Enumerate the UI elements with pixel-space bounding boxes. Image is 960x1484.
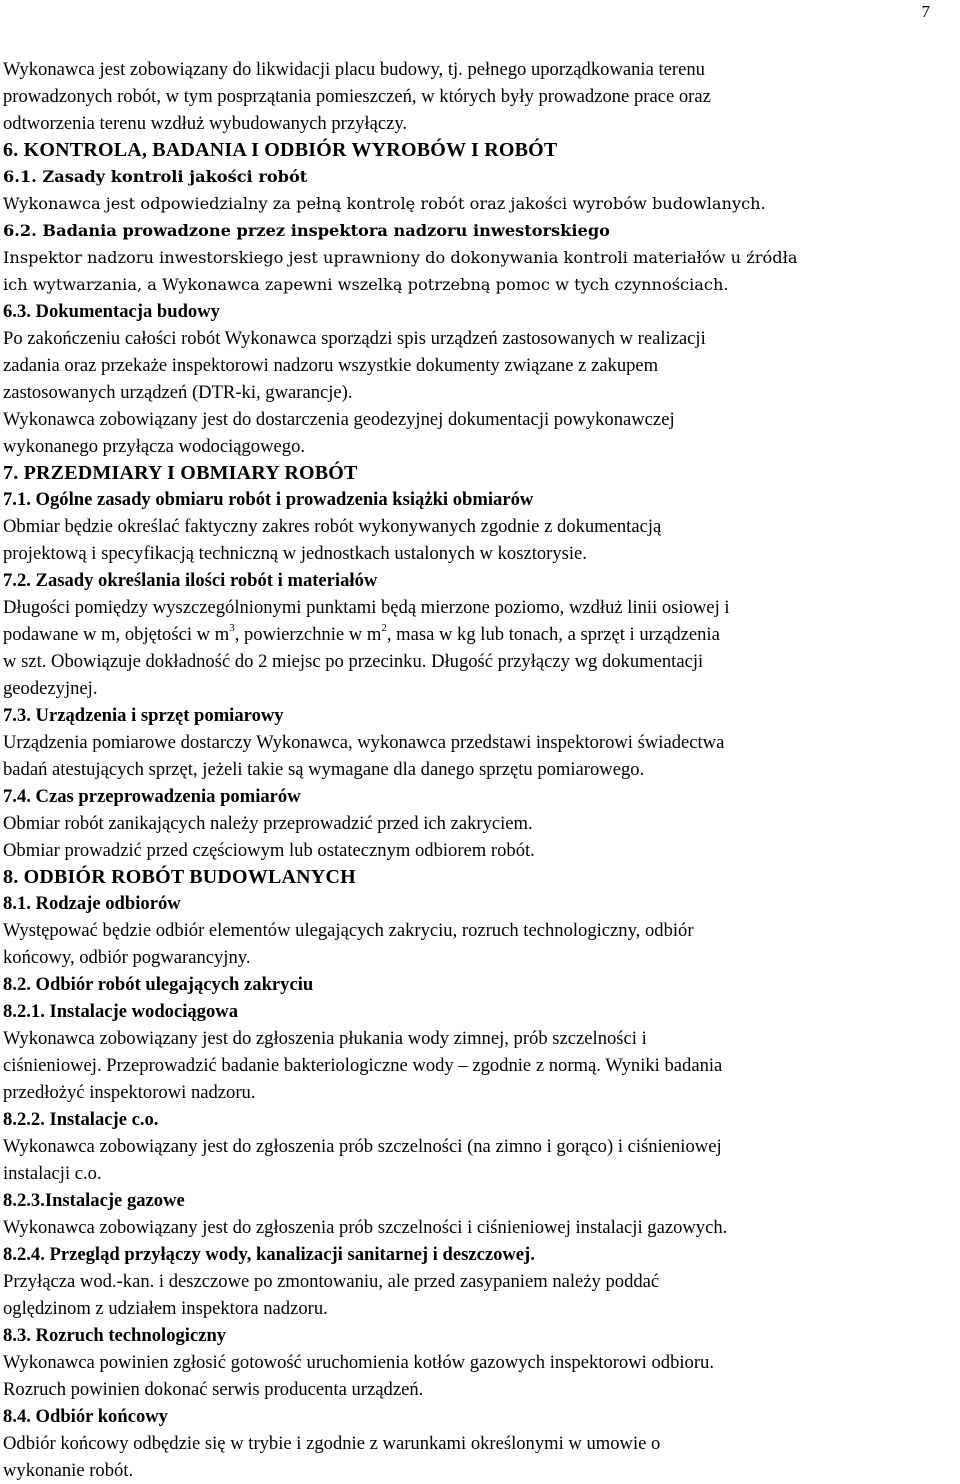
paragraph-line xyxy=(3,621,958,648)
subsection-heading: 7.2. Zasady określania ilości robót i materiałów xyxy=(3,570,378,591)
paragraph-line: instalacji c.o. xyxy=(3,1163,102,1184)
paragraph-line: Rozruch powinien dokonać serwis producenta urządzeń. xyxy=(3,1379,424,1400)
paragraph-line: w szt. Obowiązuje dokładność do 2 miejsc po przecinku. Długość przyłączy wg dokumentacji xyxy=(3,651,704,672)
paragraph-line: końcowy, odbiór pogwarancyjny. xyxy=(3,947,251,968)
paragraph-line: ich wytwarzania, a Wykonawca zapewni wszelką potrzebną pomoc w tych czynnościach. xyxy=(3,275,729,294)
paragraph-line: Długości pomiędzy wyszczególnionymi punktami będą mierzone poziomo, wzdłuż linii osiowej i xyxy=(3,597,730,618)
paragraph-line: Obmiar prowadzić przed częściowym lub ostatecznym odbiorem robót. xyxy=(3,840,535,861)
subsection-heading: 8.3. Rozruch technologiczny xyxy=(3,1325,227,1346)
paragraph xyxy=(3,513,958,567)
subsection-heading: 6.1. Zasady kontroli jakości robót xyxy=(3,167,308,186)
paragraph-line: Odbiór końcowy odbędzie się w trybie i zgodnie z warunkami określonymi w umowie o xyxy=(3,1433,661,1454)
paragraph xyxy=(3,1430,958,1484)
paragraph xyxy=(3,1268,958,1322)
paragraph-line: przedłożyć inspektorowi nadzoru. xyxy=(3,1082,256,1103)
subsection-heading: 8.2.4. Przegląd przyłączy wody, kanalizacji sanitarnej i deszczowej. xyxy=(3,1244,535,1265)
paragraph xyxy=(3,594,958,702)
paragraph xyxy=(3,1025,958,1106)
document-page xyxy=(3,56,958,1484)
paragraph-line: geodezyjnej. xyxy=(3,678,98,699)
paragraph xyxy=(3,244,958,298)
paragraph-line: Wykonawca jest odpowiedzialny za pełną kontrolę robót oraz jakości wyrobów budowlanych. xyxy=(3,194,766,213)
subsection-heading: 8.2.3.Instalacje gazowe xyxy=(3,1190,185,1211)
paragraph-line: Przyłącza wod.-kan. i deszczowe po zmontowaniu, ale przed zasypaniem należy poddać xyxy=(3,1271,660,1292)
subsection-heading: 7.4. Czas przeprowadzenia pomiarów xyxy=(3,786,301,807)
paragraph-line: Po zakończeniu całości robót Wykonawca sporządzi spis urządzeń zastosowanych w realizacji xyxy=(3,328,706,349)
subsection-heading: 6.2. Badania prowadzone przez inspektora nadzoru inwestorskiego xyxy=(3,221,610,240)
paragraph-line: odtworzenia terenu wzdłuż wybudowanych przyłączy. xyxy=(3,113,408,134)
paragraph-line: podawane w m, objętości w m xyxy=(3,624,230,645)
paragraph-line: badań atestujących sprzęt, jeżeli takie są wymagane dla danego sprzętu pomiarowego. xyxy=(3,759,645,780)
subsection-heading: 8.2. Odbiór robót ulegających zakryciu xyxy=(3,974,314,995)
paragraph xyxy=(3,917,958,971)
subsection-heading: 8.1. Rodzaje odbiorów xyxy=(3,893,181,914)
paragraph-line: zastosowanych urządzeń (DTR-ki, gwarancje). xyxy=(3,382,353,403)
section-heading: 6. KONTROLA, BADANIA I ODBIÓR WYROBÓW I ROBÓT xyxy=(3,139,558,161)
paragraph-line: Wykonawca zobowiązany jest do dostarczenia geodezyjnej dokumentacji powykonawczej xyxy=(3,409,675,430)
section-heading: 8. ODBIÓR ROBÓT BUDOWLANYCH xyxy=(3,866,356,888)
paragraph-line: Inspektor nadzoru inwestorskiego jest uprawniony do dokonywania kontroli materiałów u źródła xyxy=(3,248,798,267)
paragraph-line: Występować będzie odbiór elementów ulegających zakryciu, rozruch technologiczny, odbiór xyxy=(3,920,694,941)
paragraph-line: Obmiar robót zanikających należy przeprowadzić przed ich zakryciem. xyxy=(3,813,533,834)
paragraph-line: Wykonawca zobowiązany jest do zgłoszenia prób szczelności (na zimno i gorąco) i ciśnieniowej xyxy=(3,1136,722,1157)
paragraph-line: Wykonawca powinien zgłosić gotowość uruchomienia kotłów gazowych inspektorowi odbioru. xyxy=(3,1352,714,1373)
paragraph-line: Wykonawca zobowiązany jest do zgłoszenia płukania wody zimnej, prób szczelności i xyxy=(3,1028,647,1049)
paragraph-line: Obmiar będzie określać faktyczny zakres robót wykonywanych zgodnie z dokumentacją xyxy=(3,516,662,537)
paragraph-line: wykonanego przyłącza wodociągowego. xyxy=(3,436,306,457)
paragraph xyxy=(3,729,958,783)
paragraph-line: zadania oraz przekaże inspektorowi nadzoru wszystkie dokumenty związane z zakupem xyxy=(3,355,659,376)
subsection-heading: 7.1. Ogólne zasady obmiaru robót i prowadzenia książki obmiarów xyxy=(3,489,534,510)
page-number: 7 xyxy=(921,2,930,21)
paragraph xyxy=(3,810,958,864)
paragraph-line: ciśnieniowej. Przeprowadzić badanie bakteriologiczne wody – zgodnie z normą. Wyniki badania xyxy=(3,1055,723,1076)
subsection-heading: 8.2.2. Instalacje c.o. xyxy=(3,1109,159,1130)
paragraph-line: Wykonawca zobowiązany jest do zgłoszenia prób szczelności i ciśnieniowej instalacji gazowych. xyxy=(3,1217,728,1238)
paragraph xyxy=(3,1133,958,1187)
paragraph-line: oględzinom z udziałem inspektora nadzoru. xyxy=(3,1298,328,1319)
paragraph xyxy=(3,1214,958,1241)
subsection-heading: 7.3. Urządzenia i sprzęt pomiarowy xyxy=(3,705,284,726)
subsection-heading: 6.3. Dokumentacja budowy xyxy=(3,301,220,322)
paragraph-line: Urządzenia pomiarowe dostarczy Wykonawca, wykonawca przedstawi inspektorowi świadectwa xyxy=(3,732,725,753)
paragraph xyxy=(3,56,958,137)
paragraph xyxy=(3,1349,958,1403)
superscript: 3 xyxy=(229,621,235,634)
paragraph-line: Wykonawca jest zobowiązany do likwidacji placu budowy, tj. pełnego uporządkowania terenu xyxy=(3,59,705,80)
paragraph-line: prowadzonych robót, w tym posprzątania pomieszczeń, w których były prowadzone prace oraz xyxy=(3,86,711,107)
section-heading: 7. PRZEDMIARY I OBMIARY ROBÓT xyxy=(3,462,358,484)
paragraph xyxy=(3,190,958,217)
paragraph-line: projektową i specyfikacją techniczną w jednostkach ustalonych w kosztorysie. xyxy=(3,543,587,564)
paragraph-line: , powierzchnie w m xyxy=(234,624,382,645)
subsection-heading: 8.4. Odbiór końcowy xyxy=(3,1406,168,1427)
superscript: 2 xyxy=(381,621,387,634)
paragraph-line: , masa w kg lub tonach, a sprzęt i urządzenia xyxy=(386,624,720,645)
paragraph-line: wykonanie robót. xyxy=(3,1460,134,1481)
subsection-heading: 8.2.1. Instalacje wodociągowa xyxy=(3,1001,238,1022)
paragraph xyxy=(3,325,958,460)
